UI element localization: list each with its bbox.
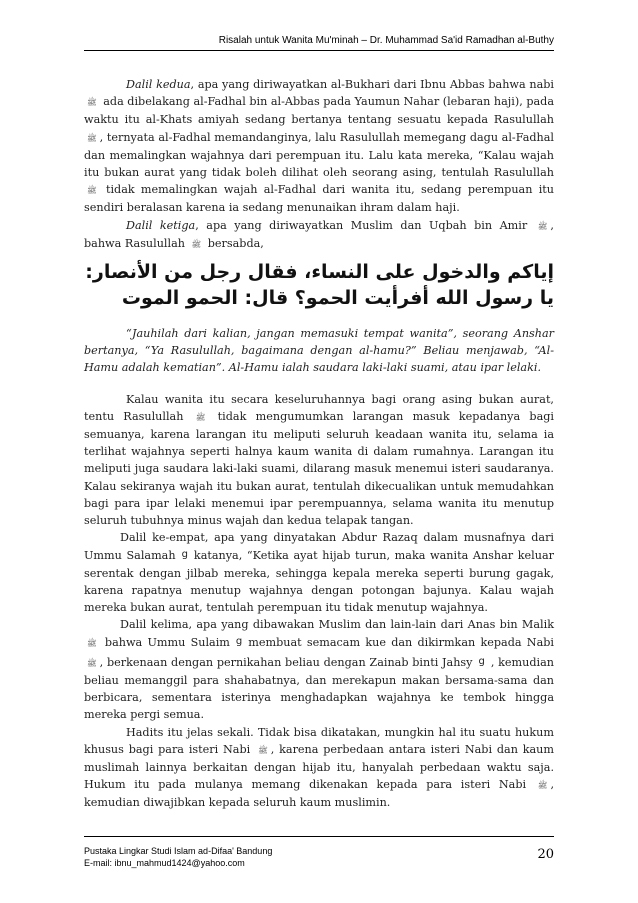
paragraph-dalil-kelima — [84, 616, 554, 723]
ra-honorific-icon: ﷺ — [537, 221, 548, 231]
p1-text-c: , ternyata al-Fadhal memandanginya, lalu Rasulullah memegang dagu al-Fadhal dan memalingkan wajahnya dari perempuan itu. Lalu kata mereka, “Kalau wajah itu bukan aurat yang tidak boleh dilihat oleh seorang asing, tentulah Rasulullah — [84, 130, 554, 180]
running-header — [84, 34, 554, 51]
footer-publisher-block — [84, 845, 272, 869]
p1-text-b: ada dibelakang al-Fadhal bin al-Abbas pada Yaumun Nahar (lebaran haji), pada waktu itu al-Khats amiyah sedang bertanya tentang sesuatu kepada Rasulullah — [84, 95, 554, 127]
saw-honorific-icon: ﷺ — [191, 239, 202, 249]
hadith-translation: “Jauhilah dari kalian, jangan memasuki tempat wanita”, seorang Anshar bertanya, “Ya Rasulullah, bagaimana dengan al-hamu?” Beliau menjawab, “Al-Hamu adalah kematian”. Al-Hamu ialah saudara laki-laki suami, atau ipar lelaki. — [84, 327, 554, 375]
p4-text-a: Dalil ke-empat, apa yang dinyatakan Abdur Razaq dalam musnafnya dari Ummu Salamah — [84, 531, 554, 563]
p5-text-e: , kemudian beliau memanggil para shahabatnya, dan merekapun makan bersama-sama dan berbicara, sementara isterinya menghadapkan wajahnya ke tembok hingga mereka pergi semua. — [84, 655, 554, 722]
p3-text-a: Kalau wanita itu secara keseluruhannya bagi orang asing bukan aurat, tentu Rasulullah — [84, 392, 554, 423]
p6-text-a: Hadits itu jelas sekali. Tidak bisa dikatakan, mungkin hal itu suatu hukum khusus bagi para isteri Nabi — [84, 725, 554, 756]
p1-text-d: tidak memalingkan wajah al-Fadhal dari wanita itu, sedang perempuan itu sendiri beralasan karena ia sedang menunaikan ihram dalam haji. — [84, 183, 554, 215]
page-number: 20 — [537, 847, 554, 862]
page-footer — [84, 836, 554, 867]
paragraph-explanation — [84, 391, 554, 530]
paragraph-conclusion — [84, 724, 554, 812]
paragraph-dalil-keempat — [84, 529, 554, 616]
p6-text-c: , kemudian diwajibkan kepada seluruh kaum muslimin. — [84, 778, 554, 810]
arabic-hadith-text: ﺇﻳﺎﻛﻢ ﻭﺍﻟﺪﺧﻮﻝ ﻋﻠﻰ ﺍﻟﻨﺴﺎﺀ، ﻓﻘﺎﻝ ﺭﺟﻞ ﻣﻦ ﺍﻷﻧﺼﺎﺭ: ﻳﺎ ﺭﺳﻮﻝ ﺍﻟﻠﻪ ﺃﻓﺮﺃﻳﺖ ﺍﻟﺤﻤﻮ؟ ﻗﺎﻝ: ﺍﻟﺤﻤﻮ ﺍﻟﻤﻮﺕ — [85, 261, 554, 310]
dalil-kedua-lead: Dalil kedua — [126, 78, 191, 91]
saw-honorific-icon: ﷺ — [87, 658, 97, 668]
paragraph-dalil-ketiga — [84, 217, 554, 253]
p2-text-a: , apa yang diriwayatkan Muslim dan Uqbah bin Amir — [195, 218, 535, 232]
footer-publisher: Pustaka Lingkar Studi Islam ad-Difaa' Bandung — [84, 846, 273, 856]
p5-text-a: Dalil kelima, apa yang dibawakan Muslim dan lain-lain dari Anas bin Malik — [120, 618, 554, 632]
p3-text-b: tidak mengumumkan larangan masuk kepadanya bagi semuanya, karena larangan itu meliputi seluruh keadaan wanita itu, selama ia terlihat wajahnya seperti halnya kaum wanita di dalam rumahnya. Larangan itu meliputi juga saudara laki-laki suami, dilarang masuk menemui isteri saudaranya. Kalau sekiranya wajah itu bukan aurat, tentulah dikecualikan untuk memudahkan bagi para ipar lelaki menemui ipar perempuannya, selama wanita itu menutup seluruh tubuhnya minus wajah dan kedua telapak tangan. — [84, 409, 555, 528]
ra-glyph-icon: g — [181, 549, 188, 561]
ra-honorific-icon: ﷺ — [87, 639, 97, 649]
saw-honorific-icon: ﷺ — [87, 186, 97, 196]
dalil-ketiga-lead: Dalil ketiga — [126, 218, 196, 232]
saw-honorific-icon: ﷺ — [195, 412, 206, 422]
p5-text-d: , berkenaan dengan pernikahan beliau dengan Zainab binti Jahsy — [99, 655, 473, 669]
ra-glyph-icon: g — [235, 636, 243, 648]
running-title: Risalah untuk Wanita Mu'minah – Dr. Muhammad Sa'id Ramadhan al-Buthy — [218, 35, 554, 46]
saw-honorific-icon: ﷺ — [87, 98, 97, 108]
p2-text-c: bersabda, — [204, 236, 264, 250]
p5-text-c: membuat semacam kue dan dikirmkan kepada Nabi — [248, 636, 554, 650]
saw-honorific-icon: ﷺ — [87, 133, 97, 143]
p6-text-b: , karena perbedaan antara isteri Nabi dan kaum muslimah lainnya berkaitan dengan hijab itu, hanyalah perbedaan waktu saja. Hukum itu pada mulanya memang dikenakan kepada para isteri Nabi — [84, 742, 555, 792]
footer-email: E-mail: ibnu_mahmud1424@yahoo.com — [84, 858, 245, 868]
ra-glyph-icon: g — [478, 655, 485, 667]
p5-text-b: bahwa Ummu Sulaim — [99, 636, 230, 650]
p2-text-b: , bahwa Rasulullah — [84, 218, 554, 250]
saw-honorific-icon: ﷺ — [537, 781, 548, 791]
paragraph-dalil-kedua — [84, 76, 554, 217]
spacer — [84, 377, 554, 391]
p4-text-b: katanya, “Ketika ayat hijab turun, maka wanita Anshar keluar serentak dengan jilbab mereka, sehingga kepala mereka seperti burung gagak, karena rapatnya menutup wajahnya dengan potongan bajunya. Kalau wajah mereka bukan aurat, tentulah perempuan itu tidak menutup wajahnya. — [84, 549, 554, 615]
page-body — [84, 76, 554, 812]
p1-text-a: , apa yang diriwayatkan al-Bukhari dari Ibnu Abbas bahwa nabi — [190, 78, 555, 91]
saw-honorific-icon: ﷺ — [258, 745, 268, 755]
